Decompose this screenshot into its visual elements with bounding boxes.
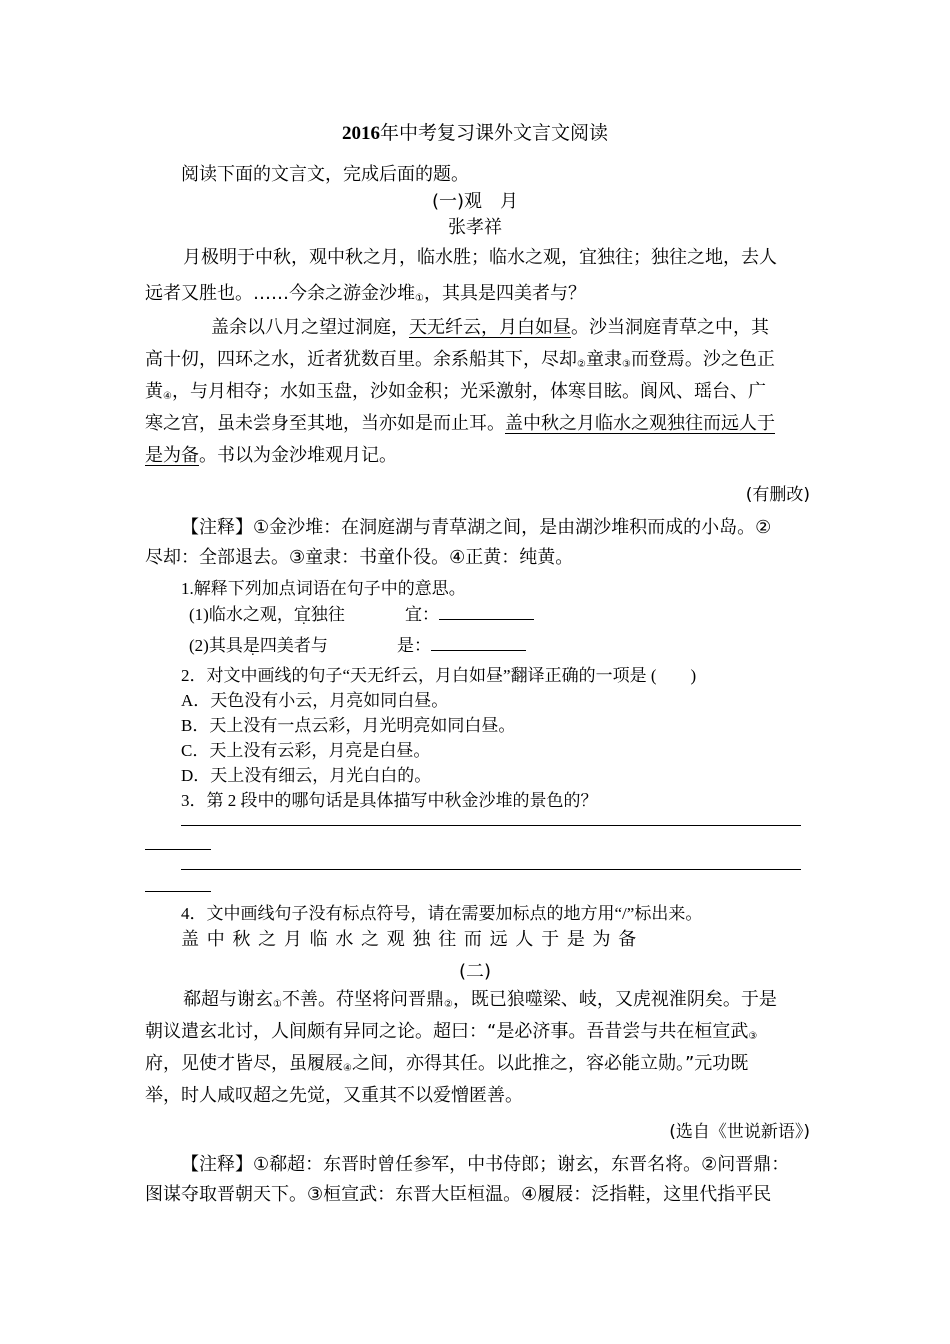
section2-source: (选自《世说新语》) — [669, 1122, 810, 1142]
s2-line1-a: 郗超与谢玄 — [183, 989, 273, 1010]
s2-line1-c: ，既已狼噬梁、岐，又虎视淮阴矣。于是 — [452, 989, 777, 1010]
p2-line1 — [211, 312, 769, 344]
underlined-sentence-2b: 是为备 — [145, 445, 199, 466]
section1-source: (有删改) — [745, 485, 810, 505]
answer-line-2b[interactable] — [145, 891, 211, 892]
note-marker-2: ② — [577, 359, 586, 370]
s2-note-marker-2: ② — [443, 999, 453, 1010]
p2-line5-b: 。书以为金沙堆观月记。 — [199, 445, 397, 466]
answer-line-2a[interactable] — [181, 869, 801, 870]
q1b-suffix: 四美者与 — [259, 636, 328, 655]
question-4: 4．文中画线句子没有标点符号，请在需要加标点的地方用“/”标出来。 — [181, 904, 703, 923]
p2-line5 — [145, 440, 397, 472]
p2-line2-c: 而登焉。沙之色正 — [630, 349, 775, 370]
p2-line2-a: 高十仞，四环之水，近者犹数百里。余系船其下，尽却 — [145, 349, 577, 370]
s2-line2-text: 朝议遣玄北讨，人间颇有异同之论。超曰：“是必济事。吾昔尝与共在桓宣武 — [145, 1021, 749, 1042]
question-4-text: 盖 中 秋 之 月 临 水 之 观 独 往 而 远 人 于 是 为 备 — [181, 929, 638, 950]
question-1a — [189, 600, 345, 625]
p1-line2 — [145, 278, 586, 315]
s2-line3-b: 之间，亦得其任。以此推之，容必能立勋。”元功既 — [351, 1053, 749, 1074]
section2-note-line2: 图谋夺取晋朝天下。③桓宣武：东晋大臣桓温。④履屐：泛指鞋，这里代指平民 — [145, 1184, 772, 1205]
title-year: 2016 — [341, 123, 380, 144]
document-title — [0, 118, 950, 145]
p2-line4-a: 寒之宫，虽未尝身至其地，当亦如是而止耳。 — [145, 413, 505, 434]
title-text: 年中考复习课外文言文阅读 — [379, 123, 608, 144]
p2-line3-a: 黄 — [145, 381, 163, 402]
s2-note-marker-1: ① — [273, 999, 282, 1010]
p1-line2-b: ，其具是四美者与？ — [423, 283, 586, 304]
q1b-dotted-word: 是 — [242, 636, 260, 655]
section1-note-line1: 【注释】①金沙堆：在洞庭湖与青草湖之间，是由湖沙堆积而成的小岛。② — [181, 517, 772, 538]
q1a-ask-label: 宜： — [405, 605, 439, 624]
section1-author: 张孝祥 — [448, 217, 502, 238]
s2-line3-a: 府，见使才皆尽，虽履屐 — [145, 1053, 343, 1074]
q1a-answer-blank[interactable] — [439, 603, 534, 620]
answer-line-1b[interactable] — [145, 849, 211, 850]
q1a-prefix: (1)临水之观， — [189, 605, 294, 624]
section1-heading: (一)观 月 — [431, 191, 519, 212]
option-d[interactable]: D．天上没有细云，月光白白的。 — [181, 766, 432, 785]
q1b-answer-blank[interactable] — [431, 634, 526, 651]
answer-line-1a[interactable] — [181, 825, 801, 826]
q1b-prefix: (2)其具 — [189, 636, 243, 655]
p2-line2-b: 童隶 — [585, 349, 622, 370]
question-1a-answer — [405, 600, 534, 625]
p2-line1-b: 。沙当洞庭青草之中，其 — [571, 317, 769, 338]
s2-line1-b: 不善。苻坚将问晋鼎 — [281, 989, 444, 1010]
p1-line1: 月极明于中秋，观中秋之月，临水胜；临水之观，宜独往；独往之地，去人 — [183, 247, 777, 268]
option-b[interactable]: B．天上没有一点云彩，月光明亮如同白昼。 — [181, 716, 516, 735]
p2-line4 — [145, 408, 775, 440]
q1a-suffix: 独往 — [310, 605, 345, 624]
s2-line4: 举，时人咸叹超之先觉，又重其不以爱憎匿善。 — [145, 1085, 523, 1106]
section2-note-line1: 【注释】①郗超：东晋时曾任参军，中书侍郎；谢玄，东晋名将。②问晋鼎： — [181, 1154, 790, 1175]
question-3: 3．第 2 段中的哪句话是具体描写中秋金沙堆的景色的？ — [181, 791, 598, 810]
section1-note-line2: 尽却：全部退去。③童隶：书童仆役。④正黄：纯黄。 — [145, 547, 574, 568]
underlined-sentence-2a: 盖中秋之月临水之观独往而远人于 — [505, 413, 775, 434]
q1b-ask-label: 是： — [397, 636, 431, 655]
note-marker-1: ① — [415, 293, 424, 304]
p1-line2-a: 远者又胜也。……今余之游金沙堆 — [145, 283, 415, 304]
s2-note-marker-3: ③ — [748, 1031, 758, 1042]
question-2: 2．对文中画线的句子“天无纤云，月白如昼”翻译正确的一项是 ( ) — [181, 666, 697, 685]
question-1b-answer — [397, 631, 526, 656]
q1a-dotted-word: 宜 — [293, 605, 311, 624]
note-marker-4: ④ — [163, 391, 172, 402]
p2-line1-a: 盖余以八月之望过洞庭， — [211, 317, 409, 338]
instruction: 阅读下面的文言文，完成后面的题。 — [181, 164, 469, 184]
note-marker-3: ③ — [621, 359, 631, 370]
s2-note-marker-4: ④ — [343, 1063, 352, 1074]
p2-line3-b: ，与月相夺；水如玉盘，沙如金积；光采激射，体寒目眩。阆风、瑶台、广 — [171, 381, 766, 402]
underlined-sentence-1: 天无纤云，月白如昼 — [409, 317, 571, 338]
question-1: 1.解释下列加点词语在句子中的意思。 — [181, 579, 466, 598]
option-c[interactable]: C．天上没有云彩，月亮是白昼。 — [181, 741, 431, 760]
option-a[interactable]: A．天色没有小云，月亮如同白昼。 — [181, 691, 449, 710]
section2-heading: (二) — [458, 961, 492, 982]
question-1b — [189, 631, 328, 656]
